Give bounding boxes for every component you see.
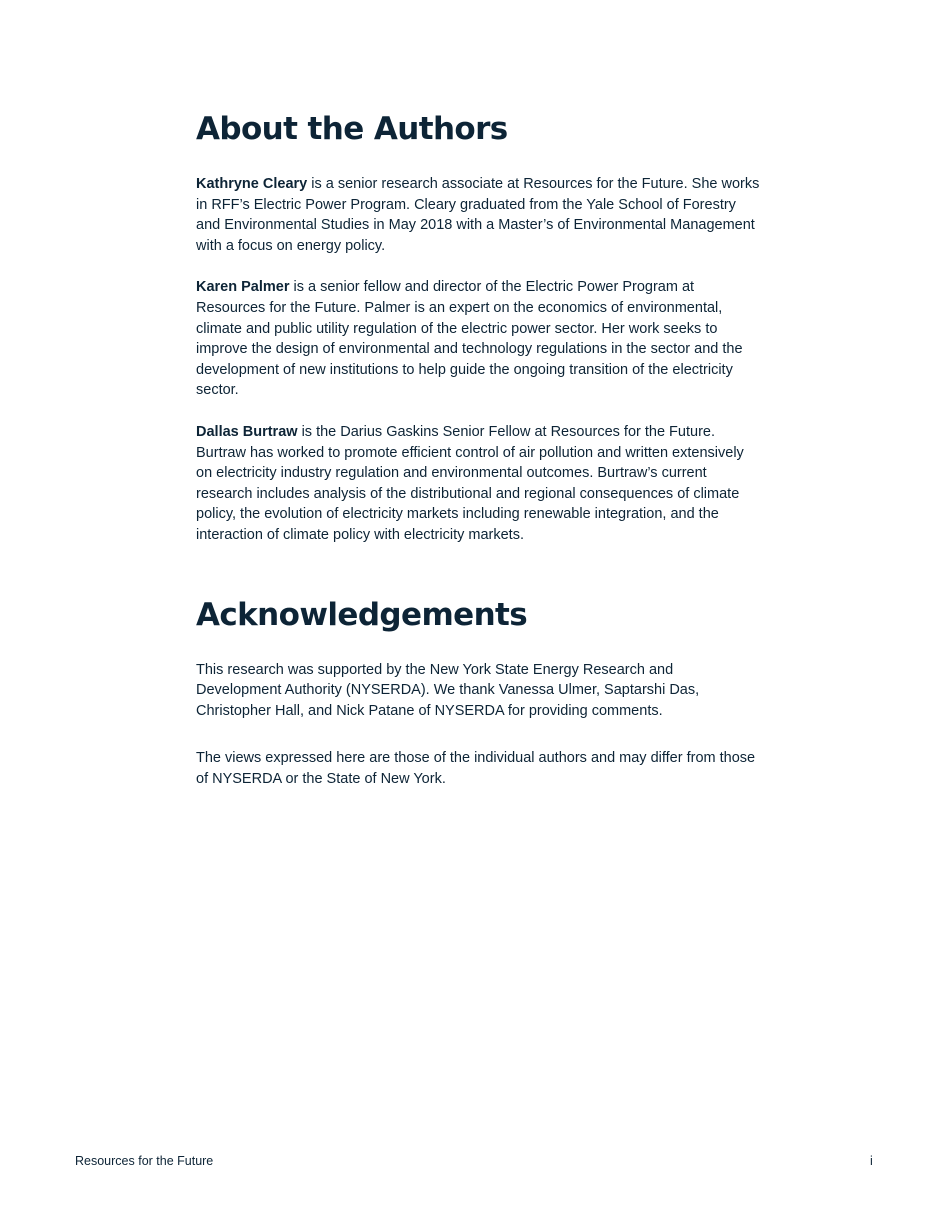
author-name: Dallas Burtraw [196, 423, 298, 440]
footer-page-number: i [870, 1154, 873, 1168]
disclaimer-paragraph: The views expressed here are those of the individual authors and may differ from those of NYSERDA or the State of New York. [196, 750, 756, 787]
author-bio-cleary [196, 174, 761, 256]
acknowledgements-section [196, 594, 761, 790]
author-bio-text: is the Darius Gaskins Senior Fellow at Resources for the Future. Burtraw has worked to promote efficient control of air pollution and written extensively on electricity industry regulation and environmental outcomes. Burtraw’s current research includes analysis of the distributional and regional consequences of climate policy, the evolution of electricity markets including renewable integration, and the interaction of climate policy with electricity markets. [196, 423, 744, 543]
author-name: Kathryne Cleary [196, 176, 308, 192]
author-bio-burtraw [196, 422, 761, 546]
author-bio-text: is a senior fellow and director of the Electric Power Program at Resources for the Future. Palmer is an expert on the economics of environmental, climate and public utility regulation of the electric power sector. Her work seeks to improve the design of environmental and technology regulations in the sector and the development of new institutions to help guide the ongoing transition of the electricity sector. [196, 279, 743, 399]
footer-publisher: Resources for the Future [75, 1154, 214, 1168]
author-bio-text: is a senior research associate at Resources for the Future. She works in RFF’s Electric Power Program. Cleary graduated from the Yale School of Forestry and Environmental Studies in May 2018 with a Master’s of Environmental Management with a focus on energy policy. [196, 176, 760, 254]
acknowledgements-heading: Acknowledgements [196, 596, 528, 633]
about-authors-heading: About the Authors [196, 111, 508, 147]
page-content [196, 108, 761, 789]
author-name: Karen Palmer [196, 279, 290, 296]
about-authors-section [196, 108, 761, 546]
acknowledgements-paragraph: This research was supported by the New York State Energy Research and Development Authority (NYSERDA). We thank Vanessa Ulmer, Saptarshi Das, Christopher Hall, and Nick Patane of NYSERDA for providing comments. [196, 661, 700, 719]
author-bio-palmer [196, 277, 761, 401]
